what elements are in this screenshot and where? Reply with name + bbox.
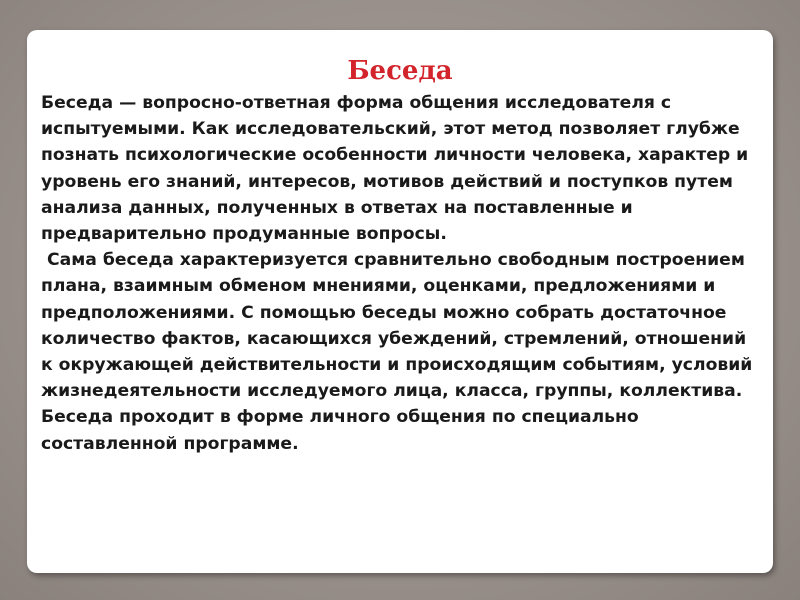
paragraph-definition: Беседа — вопросно-ответная форма общения исследователя с испытуемыми. Как исследовательский, этот метод позволяет глубже познать психологические особенности личности человека, характер и уровень его знаний, интересов, мотивов действий и поступков путем анализа данных, полученных в ответах на поставленные и предварительно продуманные вопросы. <box>41 93 749 245</box>
slide-title: Беседа <box>347 56 453 86</box>
content-card <box>27 30 773 573</box>
body-text <box>41 90 763 457</box>
paragraph-characteristics: Сама беседа характеризуется сравнительно свободным построением плана, взаимным обменом мнениями, оценками, предложениями и предположениями. С помощью беседы можно собрать достаточное количество фактов, касающихся убеждений, стремлений, отношений к окружающей действительности и происходящим событиям, условий жизнедеятельности исследуемого лица, класса, группы, коллектива. Беседа проходит в форме личного общения по специально составленной программе. <box>41 250 759 454</box>
